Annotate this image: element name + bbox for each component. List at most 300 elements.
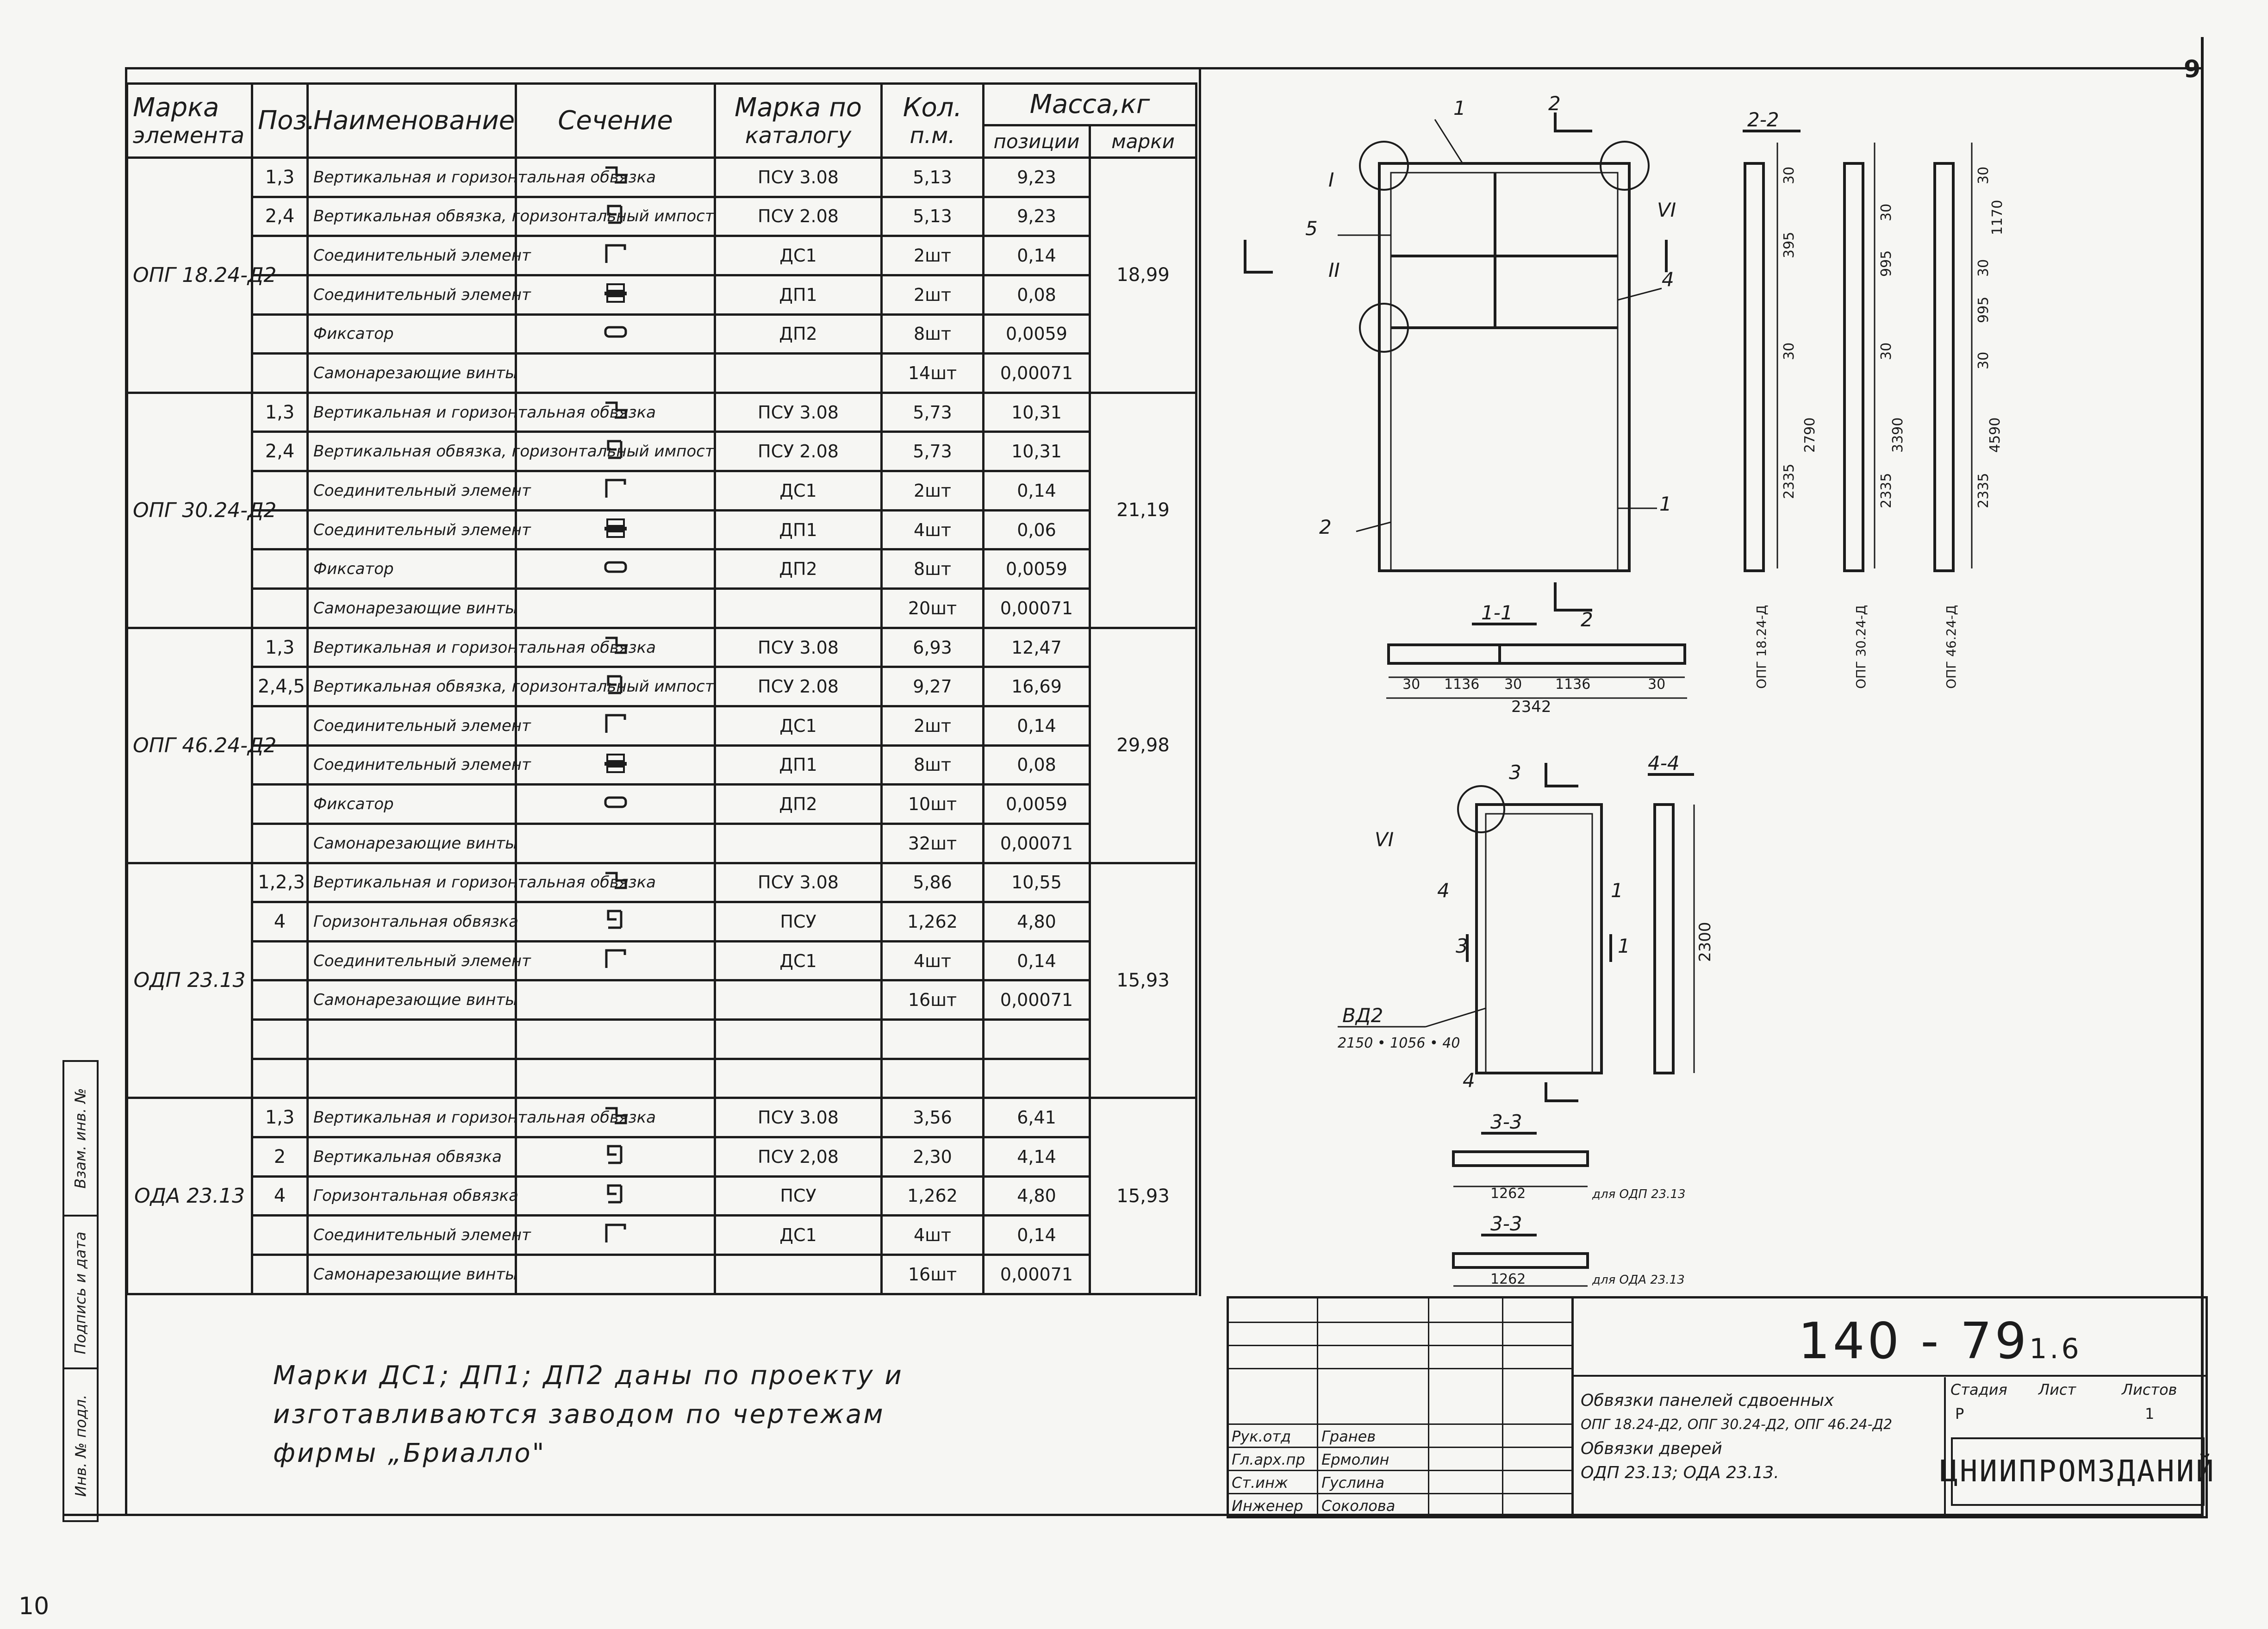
- dim-11-a: 30: [1402, 676, 1421, 693]
- title-block: [1227, 1296, 2216, 1518]
- position-cell: 2,4,5: [252, 667, 308, 706]
- catalog-cell: [715, 824, 882, 863]
- name-cell: Самонарезающие винты: [308, 589, 516, 628]
- tb-empty-row-1: [1229, 1298, 1571, 1322]
- position-cell: 1,3: [252, 393, 308, 432]
- side-stamp-cell-2: [64, 1215, 97, 1369]
- tb-vline-3: [1502, 1298, 1503, 1516]
- z-profile-section-icon: [603, 1105, 629, 1127]
- quantity-cell: 32шт: [882, 824, 984, 863]
- section-3-3-profile-b: [1453, 1254, 1588, 1267]
- door-pos-3: 3: [1509, 761, 1521, 784]
- z-profile-section-icon: [603, 164, 629, 186]
- quantity-cell: 5,13: [882, 158, 984, 197]
- mass-mark-cell: 18,99: [1090, 158, 1196, 393]
- dim22-n: 995: [1975, 296, 1992, 323]
- mass-position-cell: 16,69: [984, 667, 1090, 706]
- dim-44: 2300: [1696, 922, 1714, 962]
- tb-empty-row-4: [1229, 1368, 1571, 1392]
- section-cell: [516, 1176, 715, 1216]
- table-row: [127, 314, 1196, 354]
- section-mark-4-top: [1546, 763, 1578, 786]
- name-cell: Соединительный элемент: [308, 706, 516, 745]
- tb-role-4: Инженер: [1232, 1497, 1303, 1515]
- dim22-j: 2335: [1878, 473, 1894, 508]
- catalog-cell: ПСУ 3.08: [715, 393, 882, 432]
- mass-mark-cell: 29,98: [1090, 628, 1196, 863]
- header-element-line2: элемента: [133, 123, 245, 149]
- name-cell: Соединительный элемент: [308, 745, 516, 785]
- document-number: [1798, 1312, 2082, 1370]
- name-cell: Самонарезающие винты: [308, 354, 516, 393]
- leader-4: [1618, 288, 1662, 300]
- table-row: [127, 667, 1196, 706]
- catalog-cell: ДС1: [715, 471, 882, 511]
- dim-11-total: 2342: [1511, 698, 1551, 716]
- name-cell: Вертикальная обвязка, горизонтальный импост: [308, 432, 516, 471]
- dim-11-d: 1136: [1555, 676, 1591, 693]
- note-line-2: изготавливаются заводом по чертежам: [273, 1399, 885, 1429]
- mass-position-cell: 0,08: [984, 745, 1090, 785]
- frame-drawing: [1203, 82, 2203, 1286]
- table-row: [127, 941, 1196, 980]
- quantity-cell: 16шт: [882, 1255, 984, 1294]
- side-stamp-orig: Инв. № подл.: [72, 1394, 90, 1497]
- mass-position-cell: 0,00071: [984, 980, 1090, 1020]
- quantity-cell: 5,73: [882, 432, 984, 471]
- angle-section-icon: [603, 1222, 629, 1244]
- mass-position-cell: 6,41: [984, 1098, 1090, 1137]
- section-cell: [516, 706, 715, 745]
- desc-line-3: Обвязки дверей: [1581, 1439, 1722, 1458]
- table-row: [127, 236, 1196, 275]
- dim22-l: 1170: [1989, 200, 2006, 235]
- catalog-cell: ДС1: [715, 706, 882, 745]
- panel-inner-frame: [1391, 173, 1618, 571]
- table-row: [127, 1216, 1196, 1255]
- side-stamp-cell-3: [64, 1367, 97, 1522]
- strip-opg-30: [1844, 163, 1863, 571]
- quantity-cell: 16шт: [882, 980, 984, 1020]
- panel-mark-opg18: ОПГ 18.24-Д: [1754, 605, 1769, 689]
- vd-size: 2150 • 1056 • 40: [1338, 1035, 1460, 1051]
- callout-II: II: [1328, 259, 1340, 281]
- dim22-f: 30: [1878, 203, 1894, 221]
- title-block-signatures: [1229, 1298, 1574, 1516]
- name-cell: Самонарезающие винты: [308, 1255, 516, 1294]
- dim22-g: 995: [1878, 250, 1894, 277]
- quantity-cell: 8шт: [882, 549, 984, 589]
- name-cell: Соединительный элемент: [308, 236, 516, 275]
- section-cell: [516, 1059, 715, 1098]
- corner-number: 10: [19, 1592, 50, 1620]
- sheets-value: 1: [2145, 1405, 2155, 1423]
- catalog-cell: ДС1: [715, 236, 882, 275]
- header-element: [127, 84, 252, 158]
- name-cell: Вертикальная и горизонтальная обвязка: [308, 1098, 516, 1137]
- mass-position-cell: 0,0059: [984, 314, 1090, 354]
- mass-position-cell: 0,14: [984, 941, 1090, 980]
- name-cell: Соединительный элемент: [308, 510, 516, 549]
- quantity-cell: 8шт: [882, 745, 984, 785]
- desc-line-4: ОДП 23.13; ОДА 23.13.: [1581, 1463, 1779, 1482]
- section-cell: [516, 941, 715, 980]
- section-cell: [516, 549, 715, 589]
- position-cell: [252, 1216, 308, 1255]
- section-label-4-4: 4-4: [1648, 752, 1680, 774]
- quantity-cell: 9,27: [882, 667, 984, 706]
- tb-row-chief-arch: [1229, 1447, 1571, 1471]
- table-row: [127, 1020, 1196, 1059]
- channel-section-icon: [603, 1143, 629, 1166]
- table-row: [127, 1059, 1196, 1098]
- tb-name-1: Гранев: [1321, 1428, 1376, 1445]
- door-inner-frame: [1486, 814, 1592, 1073]
- section-label-3-3b: 3-3: [1490, 1212, 1522, 1235]
- mass-mark-cell: 15,93: [1090, 863, 1196, 1098]
- quantity-cell: 14шт: [882, 354, 984, 393]
- mass-position-cell: 0,00071: [984, 354, 1090, 393]
- door-callout-circle: [1458, 786, 1504, 832]
- strip-opg-46: [1935, 163, 1953, 571]
- position-cell: [252, 1020, 308, 1059]
- channel-section-icon: [603, 908, 629, 930]
- channel-section-icon: [603, 1183, 629, 1205]
- clip-section-icon: [603, 791, 629, 813]
- z-profile-section-icon: [603, 399, 629, 421]
- section-cell: [516, 471, 715, 511]
- catalog-cell: ПСУ 2,08: [715, 1137, 882, 1177]
- callout-circle-1: [1360, 142, 1408, 190]
- door-callout-VI: VI: [1375, 828, 1394, 851]
- name-cell: [308, 1020, 516, 1059]
- table-row: [127, 980, 1196, 1020]
- channel-section-icon: [603, 674, 629, 696]
- table-row: [127, 1255, 1196, 1294]
- mass-position-cell: 0,00071: [984, 1255, 1090, 1294]
- mass-position-cell: 0,14: [984, 706, 1090, 745]
- table-row: [127, 549, 1196, 589]
- dim-11-b: 1136: [1444, 676, 1480, 693]
- catalog-cell: [715, 589, 882, 628]
- header-qty-line2: п.м.: [910, 123, 955, 149]
- header-mass-pos: позиции: [984, 125, 1090, 158]
- page-number: 9: [2184, 56, 2201, 83]
- table-row: [127, 393, 1196, 432]
- table-row: [127, 745, 1196, 785]
- name-cell: [308, 1059, 516, 1098]
- mass-position-cell: 0,0059: [984, 549, 1090, 589]
- table-row: [127, 589, 1196, 628]
- table-row: [127, 863, 1196, 902]
- catalog-cell: [715, 1020, 882, 1059]
- name-cell: Соединительный элемент: [308, 1216, 516, 1255]
- section-cell: [516, 354, 715, 393]
- element-mark-cell: ОДА 23.13: [127, 1098, 252, 1294]
- angle-section-icon: [603, 243, 629, 265]
- channel-section-icon: [603, 438, 629, 461]
- tb-role-1: Рук.отд: [1232, 1428, 1291, 1445]
- door-pos-4: 4: [1463, 1069, 1475, 1092]
- name-cell: Соединительный элемент: [308, 941, 516, 980]
- angle-section-icon: [603, 712, 629, 735]
- name-cell: Вертикальная и горизонтальная обвязка: [308, 628, 516, 667]
- name-cell: Вертикальная и горизонтальная обвязка: [308, 863, 516, 902]
- name-cell: Фиксатор: [308, 549, 516, 589]
- section-cell: [516, 1255, 715, 1294]
- catalog-cell: ПСУ 3.08: [715, 158, 882, 197]
- position-cell: [252, 314, 308, 354]
- name-cell: Горизонтальная обвязка: [308, 902, 516, 942]
- mass-position-cell: 4,80: [984, 902, 1090, 942]
- dim22-c: 30: [1781, 342, 1797, 360]
- pos-label-2c: 2: [1581, 608, 1593, 631]
- desc-line-1: Обвязки панелей сдвоенных: [1581, 1391, 1834, 1410]
- section-mark-2-bottom: [1555, 582, 1592, 610]
- section-cell: [516, 1137, 715, 1177]
- z-profile-section-icon: [603, 869, 629, 892]
- door-pos-3-left: 3: [1456, 935, 1468, 957]
- document-number-main: 140 - 79: [1798, 1312, 2030, 1370]
- catalog-cell: ПСУ 2.08: [715, 432, 882, 471]
- position-cell: 2,4: [252, 197, 308, 236]
- catalog-cell: ПСУ 2.08: [715, 667, 882, 706]
- catalog-cell: ДС1: [715, 941, 882, 980]
- catalog-cell: ДП2: [715, 549, 882, 589]
- side-stamp-cell-1: [64, 1062, 97, 1215]
- mass-position-cell: 0,14: [984, 236, 1090, 275]
- desc-line-2: ОПГ 18.24-Д2, ОПГ 30.24-Д2, ОПГ 46.24-Д2: [1581, 1417, 1893, 1433]
- mass-position-cell: 0,14: [984, 471, 1090, 511]
- mass-position-cell: 9,23: [984, 197, 1090, 236]
- quantity-cell: 10шт: [882, 785, 984, 824]
- z-profile-section-icon: [603, 634, 629, 656]
- quantity-cell: 5,86: [882, 863, 984, 902]
- section-3-3-profile-a: [1453, 1152, 1588, 1166]
- table-row: [127, 1176, 1196, 1216]
- header-qty: [882, 84, 984, 158]
- catalog-cell: ПСУ 3.08: [715, 1098, 882, 1137]
- catalog-cell: ДС1: [715, 1216, 882, 1255]
- header-name: Наименование: [308, 84, 516, 158]
- quantity-cell: 4шт: [882, 1216, 984, 1255]
- frame-mid-divider: [1199, 67, 1201, 1296]
- section-4-4-profile: [1655, 805, 1673, 1073]
- header-mass-mark: марки: [1090, 125, 1196, 158]
- element-mark-cell: ОПГ 30.24-Д2: [127, 393, 252, 628]
- position-cell: 1,3: [252, 628, 308, 667]
- organization-name: ЦНИИПРОМЗДАНИЙ: [1951, 1437, 2205, 1506]
- panel-outer-frame: [1379, 163, 1629, 571]
- mass-position-cell: 10,55: [984, 863, 1090, 902]
- table-row: [127, 1137, 1196, 1177]
- quantity-cell: 2шт: [882, 706, 984, 745]
- header-mass: Масса,кг: [984, 84, 1196, 125]
- vd-label: ВД2: [1342, 1004, 1383, 1027]
- dim-33-b: 1262: [1490, 1271, 1526, 1287]
- section-cell: [516, 589, 715, 628]
- stage-label: Стадия: [1950, 1381, 2007, 1398]
- callout-circle-3: [1601, 142, 1649, 190]
- dim22-p: 4590: [1987, 417, 2003, 453]
- mass-position-cell: 4,14: [984, 1137, 1090, 1177]
- section-cell: [516, 236, 715, 275]
- quantity-cell: 2шт: [882, 471, 984, 511]
- element-mark-cell: ОДП 23.13: [127, 863, 252, 1098]
- catalog-cell: ПСУ 3.08: [715, 863, 882, 902]
- door-outer-frame: [1477, 805, 1601, 1073]
- position-cell: [252, 549, 308, 589]
- section-mark-4-bottom: [1546, 1082, 1578, 1101]
- position-cell: 2,4: [252, 432, 308, 471]
- pos-label-5: 5: [1305, 217, 1318, 240]
- tb-role-3: Ст.инж: [1232, 1474, 1288, 1492]
- mass-position-cell: 0,0059: [984, 785, 1090, 824]
- clip-section-icon: [603, 556, 629, 578]
- pos-label-2b: 2: [1319, 516, 1332, 538]
- dim-11-e: 30: [1648, 676, 1666, 693]
- quantity-cell: [882, 1020, 984, 1059]
- table-row: [127, 824, 1196, 863]
- pos-label-2: 2: [1548, 92, 1561, 115]
- pos-label-4: 4: [1662, 268, 1674, 291]
- side-stamp: [62, 1060, 99, 1522]
- dim22-a: 30: [1781, 166, 1797, 184]
- note-33-a: для ОДП 23.13: [1592, 1187, 1686, 1201]
- name-cell: Горизонтальная обвязка: [308, 1176, 516, 1216]
- quantity-cell: 20шт: [882, 589, 984, 628]
- dim22-q: 2335: [1975, 473, 1992, 508]
- sheet-label: Лист: [2038, 1381, 2076, 1398]
- mass-position-cell: 10,31: [984, 432, 1090, 471]
- catalog-cell: ПСУ 2.08: [715, 197, 882, 236]
- table-row: [127, 158, 1196, 197]
- section-cell: [516, 902, 715, 942]
- header-qty-line1: Кол.: [903, 93, 962, 123]
- section-label-3-3a: 3-3: [1490, 1111, 1522, 1133]
- table-row: [127, 471, 1196, 511]
- tb-hline-1: [1571, 1375, 2206, 1377]
- section-cell: [516, 745, 715, 785]
- catalog-cell: ДП1: [715, 275, 882, 314]
- position-cell: [252, 980, 308, 1020]
- door-pos-1: 1: [1611, 879, 1623, 902]
- name-cell: Фиксатор: [308, 785, 516, 824]
- position-cell: [252, 1255, 308, 1294]
- note-line-3: фирмы „Бриалло": [273, 1438, 546, 1468]
- table-row: [127, 628, 1196, 667]
- name-cell: Фиксатор: [308, 314, 516, 354]
- side-stamp-sign: Подпись и дата: [72, 1231, 89, 1354]
- frame-top: [125, 67, 2203, 69]
- catalog-cell: [715, 354, 882, 393]
- header-pos: Поз.: [252, 84, 308, 158]
- catalog-cell: ДП1: [715, 510, 882, 549]
- section-cell: [516, 510, 715, 549]
- mass-position-cell: 0,14: [984, 1216, 1090, 1255]
- door-pos-3-right: 1: [1618, 935, 1630, 957]
- callout-I: I: [1328, 169, 1334, 191]
- quantity-cell: 4шт: [882, 941, 984, 980]
- position-cell: [252, 354, 308, 393]
- tb-name-2: Ермолин: [1321, 1451, 1389, 1468]
- clip-section-icon: [603, 321, 629, 343]
- catalog-cell: [715, 980, 882, 1020]
- leader-1-top: [1435, 119, 1463, 163]
- element-mark-cell: ОПГ 18.24-Д2: [127, 158, 252, 393]
- name-cell: Соединительный элемент: [308, 471, 516, 511]
- mass-position-cell: 0,06: [984, 510, 1090, 549]
- dim22-h: 30: [1878, 342, 1894, 360]
- mass-position-cell: 10,31: [984, 393, 1090, 432]
- position-cell: 2: [252, 1137, 308, 1177]
- tb-vline-1: [1317, 1298, 1318, 1516]
- header-section: Сечение: [516, 84, 715, 158]
- catalog-cell: [715, 1255, 882, 1294]
- position-cell: [252, 941, 308, 980]
- section-cell: [516, 314, 715, 354]
- specification-table: [126, 82, 1197, 1295]
- table-row: [127, 510, 1196, 549]
- section-cell: [516, 1020, 715, 1059]
- section-cell: [516, 1216, 715, 1255]
- mass-position-cell: 0,08: [984, 275, 1090, 314]
- strip-opg-18: [1745, 163, 1763, 571]
- dim22-m: 30: [1975, 259, 1992, 277]
- quantity-cell: 5,13: [882, 197, 984, 236]
- catalog-cell: ПСУ 3.08: [715, 628, 882, 667]
- connector-section-icon: [603, 752, 629, 774]
- pos-label-1b: 1: [1659, 493, 1672, 515]
- section-mark-1-left: [1245, 240, 1273, 272]
- catalog-cell: ДП1: [715, 745, 882, 785]
- tb-empty-row-3: [1229, 1345, 1571, 1369]
- element-mark-cell: ОПГ 46.24-Д2: [127, 628, 252, 863]
- position-cell: [252, 1059, 308, 1098]
- tb-row-senior-eng: [1229, 1470, 1571, 1494]
- tb-name-4: Соколова: [1321, 1497, 1396, 1515]
- section-cell: [516, 275, 715, 314]
- mass-mark-cell: 21,19: [1090, 393, 1196, 628]
- mass-position-cell: 9,23: [984, 158, 1090, 197]
- dim22-k: 30: [1975, 166, 1992, 184]
- position-cell: 1,2,3: [252, 863, 308, 902]
- quantity-cell: 2шт: [882, 275, 984, 314]
- dim-33-a: 1262: [1490, 1186, 1526, 1202]
- table-row: [127, 706, 1196, 745]
- catalog-cell: [715, 1059, 882, 1098]
- title-description: [1581, 1389, 1937, 1485]
- name-cell: Вертикальная обвязка, горизонтальный импост: [308, 197, 516, 236]
- table-row: [127, 902, 1196, 942]
- quantity-cell: 5,73: [882, 393, 984, 432]
- mass-position-cell: [984, 1020, 1090, 1059]
- section-cell: [516, 824, 715, 863]
- tb-role-2: Гл.арх.пр: [1232, 1451, 1305, 1468]
- section-cell: [516, 785, 715, 824]
- header-element-line1: Марка: [133, 93, 219, 123]
- table-row: [127, 1098, 1196, 1137]
- note-block: [273, 1356, 903, 1473]
- mass-mark-cell: 15,93: [1090, 1098, 1196, 1294]
- mass-position-cell: [984, 1059, 1090, 1098]
- tb-empty-row-2: [1229, 1322, 1571, 1346]
- angle-section-icon: [603, 948, 629, 970]
- catalog-cell: ДП2: [715, 785, 882, 824]
- side-stamp-inv: Взам. инв. №: [72, 1088, 90, 1189]
- table-row: [127, 785, 1196, 824]
- name-cell: Соединительный элемент: [308, 275, 516, 314]
